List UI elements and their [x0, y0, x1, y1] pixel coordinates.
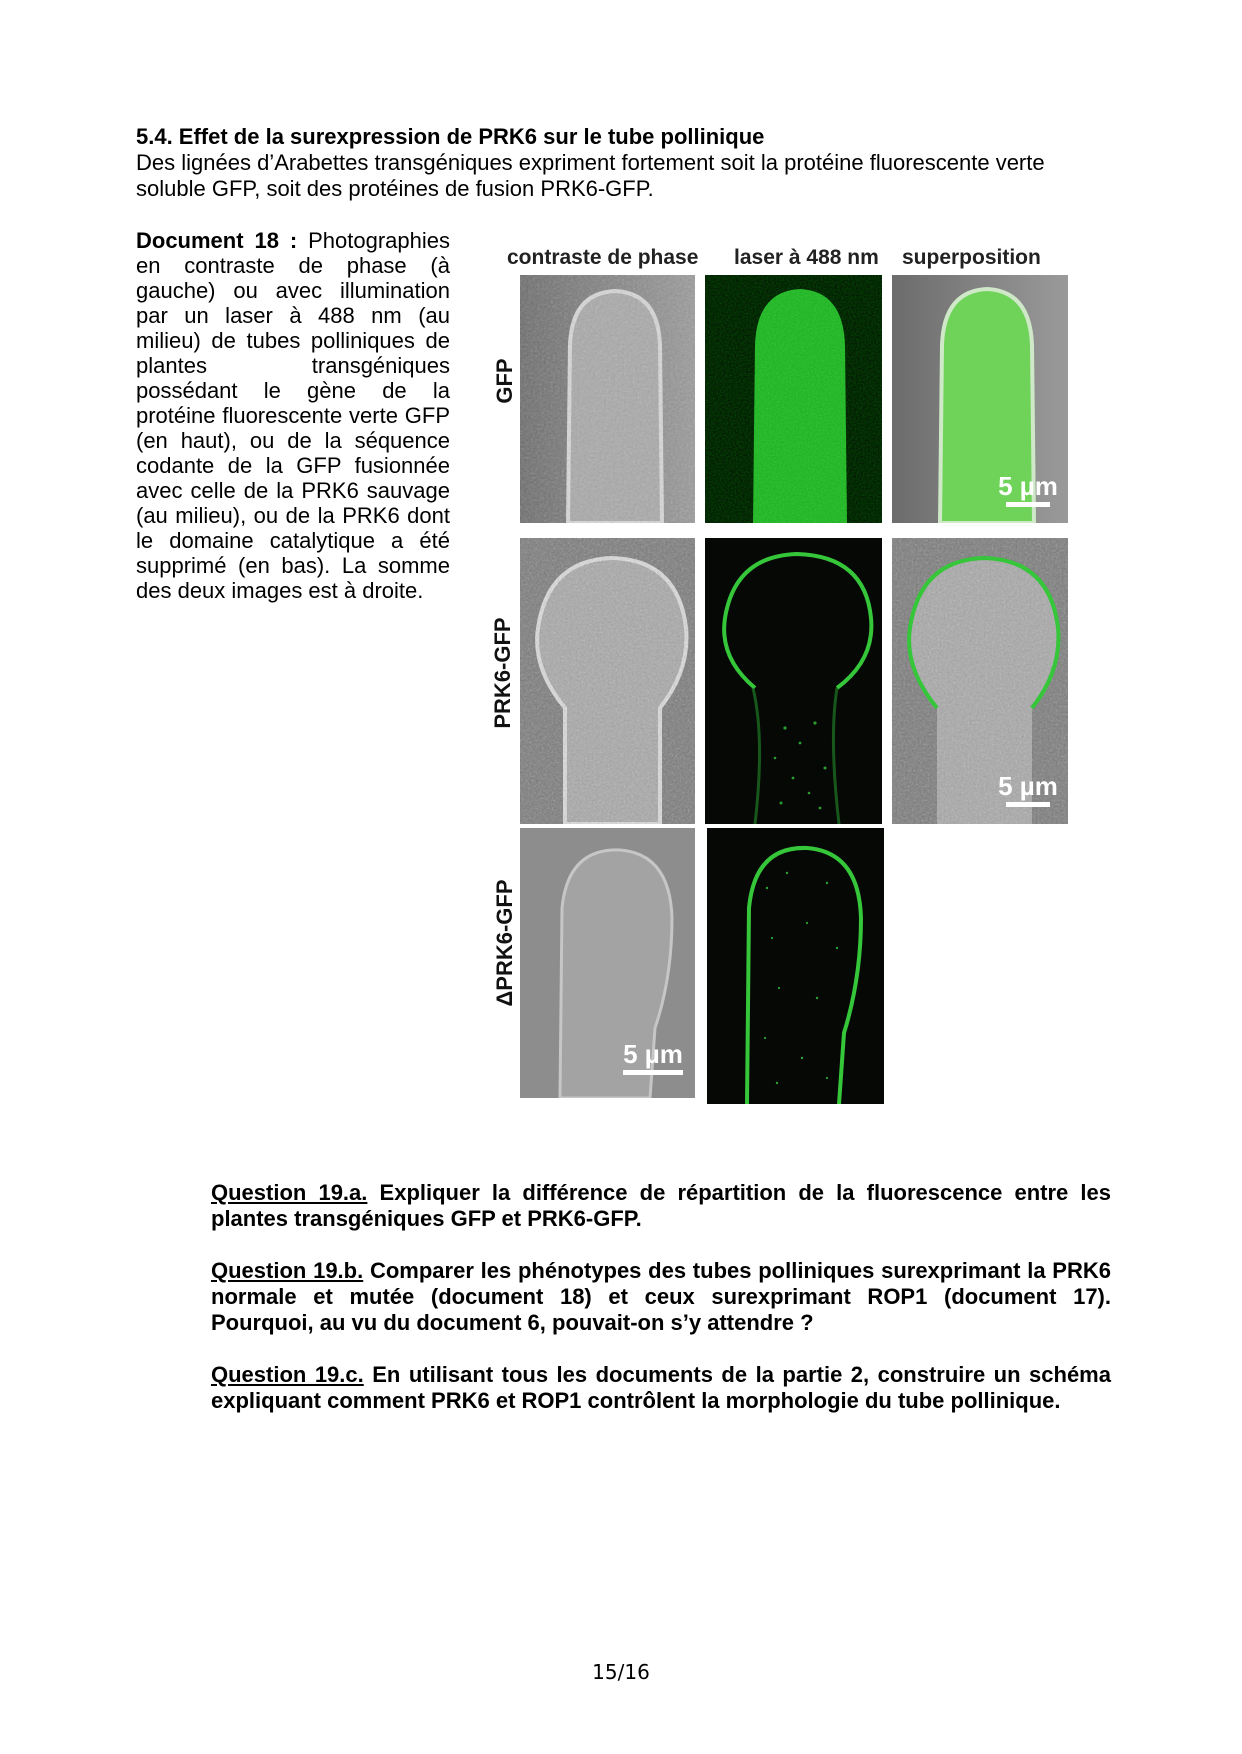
scale-bar-delta-prk6: [618, 1040, 688, 1075]
question-label: Question 19.a.: [211, 1180, 368, 1205]
column-header-overlay: superposition: [902, 246, 1041, 269]
scale-bar-gfp: [993, 472, 1063, 507]
question-19b: [211, 1258, 1111, 1336]
page-number: 15/16: [592, 1660, 650, 1684]
scale-bar-prk6: [993, 772, 1063, 807]
question-label: Question 19.c.: [211, 1362, 364, 1387]
section-intro-text: Des lignées d’Arabettes transgéniques expriment fortement soit la protéine fluorescente verte soluble GFP, soit des protéines de fusion PRK6-GFP.: [136, 150, 1045, 201]
panel-prk6-phase: [520, 538, 695, 824]
row-label-delta-prk6-gfp: ΔPRK6-GFP: [492, 879, 517, 1007]
question-19a: [211, 1180, 1111, 1232]
panel-delta-prk6-laser: [707, 828, 884, 1104]
question-label: Question 19.b.: [211, 1258, 364, 1283]
scale-bar-label: 5 µm: [998, 771, 1058, 801]
panel-prk6-laser: [705, 538, 882, 824]
question-19c: [211, 1362, 1111, 1414]
section-title: 5.4. Effet de la surexpression de PRK6 sur le tube pollinique: [136, 124, 765, 149]
question-text: Expliquer la différence de répartition de la fluorescence entre les plantes transgéniques GFP et PRK6-GFP.: [211, 1180, 1111, 1231]
row-label-gfp: GFP: [492, 358, 517, 404]
column-header-phase: contraste de phase: [507, 246, 699, 269]
question-text: En utilisant tous les documents de la partie 2, construire un schéma expliquant comment PRK6 et ROP1 contrôlent la morphologie du tube pollinique.: [211, 1362, 1111, 1413]
panel-gfp-laser: [705, 275, 882, 523]
section-intro: [136, 124, 1111, 202]
panel-gfp-phase: [520, 275, 695, 523]
scale-bar-label: 5 µm: [623, 1039, 683, 1069]
questions-section: [211, 1180, 1111, 1440]
question-text: Comparer les phénotypes des tubes polliniques surexprimant la PRK6 normale et mutée (document 18) et ceux surexprimant ROP1 (document 17). Pourquoi, au vu du document 6, pouvait-on s’y attendre ?: [211, 1258, 1111, 1335]
document-18-text: Photographies en contraste de phase (à gauche) ou avec illumination par un laser à 488 nm (au milieu) de tubes polliniques de plantes transgéniques possédant le gène de la protéine fluorescente verte GFP (en haut), ou de la séquence codante de la GFP fusionnée avec celle de la PRK6 sauvage (au milieu), ou de la PRK6 dont le domaine catalytique a été supprimé (en bas). La somme des deux images est à droite.: [136, 228, 450, 603]
column-header-laser: laser à 488 nm: [734, 246, 879, 269]
document-18-caption: [136, 228, 450, 603]
document-18-label: Document 18 :: [136, 228, 298, 253]
row-label-prk6-gfp: PRK6-GFP: [490, 617, 515, 729]
scale-bar-label: 5 µm: [998, 471, 1058, 501]
